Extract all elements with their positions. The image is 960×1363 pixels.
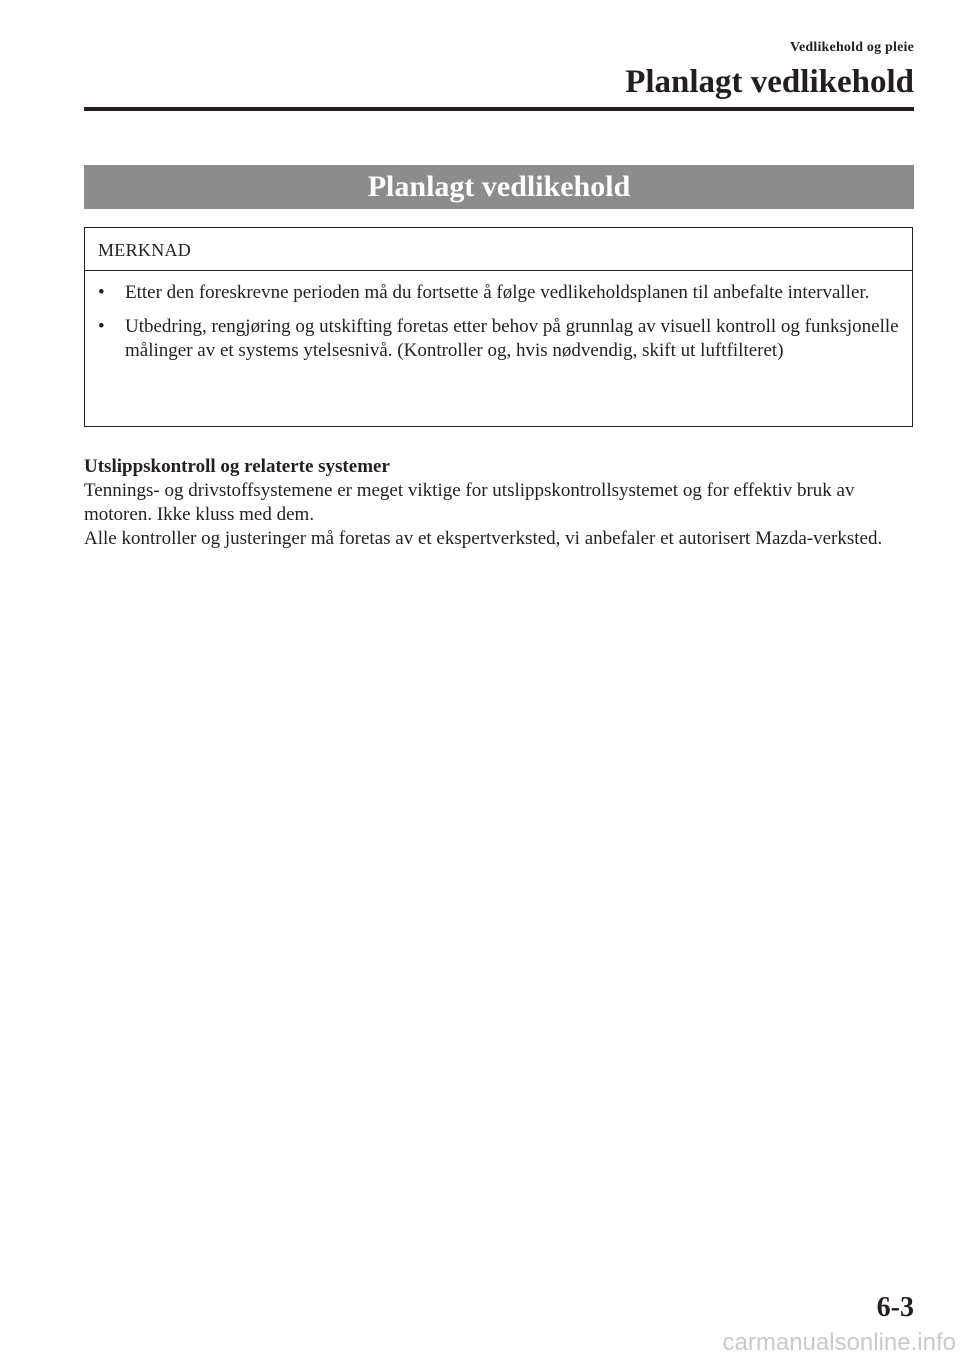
page-title: Planlagt vedlikehold — [625, 64, 914, 100]
section-banner — [84, 165, 914, 209]
page-number: 6-3 — [876, 1292, 914, 1323]
note-item — [98, 315, 900, 363]
note-box — [84, 227, 913, 427]
subheading: Utslippskontroll og relaterte systemer — [84, 456, 390, 477]
watermark: carmanualsonline.info — [722, 1329, 956, 1356]
bullet-icon: • — [98, 316, 105, 337]
bullet-icon: • — [98, 282, 105, 303]
chapter-title: Vedlikehold og pleie — [789, 40, 914, 55]
note-item-text: Etter den foreskrevne perioden må du fortsette å følge vedlikeholdsplanen til anbefalte intervaller. — [125, 282, 870, 303]
section-title: Planlagt vedlikehold — [367, 170, 631, 203]
note-item-text: Utbedring, rengjøring og utskifting foretas etter behov på grunnlag av visuell kontroll og funksjonelle målinger av et systems ytelsesnivå. (Kontroller og, hvis nødvendig, skift ut luftfilteret) — [125, 316, 899, 361]
note-title: MERKNAD — [85, 228, 912, 271]
paragraph: Tennings- og drivstoffsystemene er meget viktige for utslippskontrollsystemet og for effektiv bruk av motoren. Ikke kluss med dem. — [84, 480, 855, 525]
header-divider — [84, 107, 914, 111]
paragraph: Alle kontroller og justeringer må foretas av et ekspertverksted, vi anbefaler et autorisert Mazda-verksted. — [84, 528, 883, 549]
note-list — [85, 271, 912, 363]
body-text — [84, 455, 914, 551]
note-item — [98, 281, 900, 305]
